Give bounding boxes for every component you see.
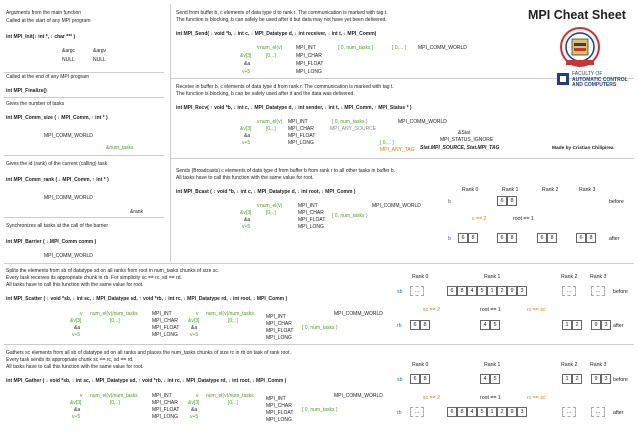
bcast-desc-1: Sends (Broadcasts) c elements of data type d from buffer b from rank r to all other tasks in buffer b. xyxy=(176,168,396,174)
bcast-rank-2: Rank 2 xyxy=(542,187,559,193)
bcast-after-cell: 6 xyxy=(497,233,507,243)
gather-rank-2: Rank 2 xyxy=(561,362,578,368)
gather-rb-cell: 1 xyxy=(487,407,497,417)
scatter-before-label: before xyxy=(613,289,628,295)
gather-sb-cell: 6 xyxy=(410,374,420,384)
recv-signature: int MPI_Recv( ↑ void *b, ↓ int c, ↓ MPI_Datatype d, ↓ int sender, ↓ int t, ↓ MPI_Comm, ↑ MPI_Status * ) xyxy=(176,105,412,111)
faculty-logo-icon xyxy=(556,72,570,88)
barrier-signature: int MPI_Barrier ( ↓ MPI_Comm comm ) xyxy=(6,239,97,245)
init-null-1: NULL xyxy=(62,57,75,63)
page-title: MPI Cheat Sheet xyxy=(528,8,626,22)
finalize-signature: int MPI_Finalize() xyxy=(6,88,47,94)
bcast-after-cell: 8 xyxy=(468,233,478,243)
gather-rank-0: Rank 0 xyxy=(412,362,429,368)
scatter-sb-cell: 3 xyxy=(517,286,527,296)
finalize-desc: Called at the end of any MPI program xyxy=(6,74,90,80)
scatter-rb-cell: 4 xyxy=(480,320,490,330)
init-desc2: Called at the start of any MPI program xyxy=(6,18,91,24)
send-signature: int MPI_Send( ↓ void *b, ↓ int c, ↓ MPI_Datatype d, ↓ int receiver, ↓ int t, ↓ MPI_Comm) xyxy=(176,31,377,37)
scatter-sb-empty-cell: ... xyxy=(562,286,576,296)
gather-before-label: before xyxy=(613,377,628,383)
scatter-rb-label: rb xyxy=(397,323,402,329)
comm-size-arg-world: MPI_COMM_WORLD xyxy=(44,133,93,139)
comm-rank-desc: Gives the id (rank) of the current (calling) task xyxy=(6,161,108,167)
gather-rb-empty-cell: ... xyxy=(410,407,424,417)
bcast-rank-1: Rank 1 xyxy=(502,187,519,193)
scatter-sb-cell: 2 xyxy=(497,286,507,296)
bcast-after-cell: 8 xyxy=(586,233,596,243)
init-arg-argv: &argv xyxy=(93,48,107,54)
gather-rb-cell: 5 xyxy=(477,407,487,417)
scatter-desc-1: Splits the elements from sb of datatype sd on all ranks from root in num_tasks chunks of size sc. xyxy=(6,268,220,274)
comm-size-desc: Gives the number of tasks xyxy=(6,101,65,107)
send-desc-1: Send from buffer b, c elements of data type d to rank r. The communication is marked with tag t. xyxy=(176,10,388,16)
scatter-rank-0: Rank 0 xyxy=(412,274,429,280)
gather-rb-cell: 3 xyxy=(517,407,527,417)
divider-barrier xyxy=(4,217,164,218)
barrier-arg-world: MPI_COMM_WORLD xyxy=(44,253,93,259)
scatter-sb-cell: 5 xyxy=(477,286,487,296)
scatter-rank-3: Rank 3 xyxy=(590,274,607,280)
init-signature: int MPI_Init(↕ int *, ↕ char *** ) xyxy=(6,34,76,40)
gather-sb-cell: 9 xyxy=(591,374,601,384)
gather-after-label: after xyxy=(613,410,624,416)
bcast-desc-2: All tasks have to call this function with the same value for root. xyxy=(176,175,314,181)
bcast-rank-0: Rank 0 xyxy=(462,187,479,193)
bcast-before-cell: 6 xyxy=(497,196,507,206)
bcast-root-eq: root == 1 xyxy=(513,216,534,222)
gather-sb-cell: 3 xyxy=(601,374,611,384)
gather-rank-1: Rank 1 xyxy=(484,362,501,368)
author-credit: Made by Cristian Chilipirea xyxy=(552,146,614,151)
scatter-sb-cell: 1 xyxy=(487,286,497,296)
comm-rank-signature: int MPI_Comm_rank ( ↓ MPI_Comm, ↑ int * ) xyxy=(6,177,109,183)
faculty-name: FACULTY OF AUTOMATIC CONTROL AND COMPUTERS xyxy=(572,71,628,88)
bcast-rank-3: Rank 3 xyxy=(579,187,596,193)
gather-rank-3: Rank 3 xyxy=(590,362,607,368)
scatter-rb-cell: 2 xyxy=(572,320,582,330)
bcast-b-label-after: b xyxy=(448,236,451,242)
bcast-after-label: after xyxy=(609,236,620,242)
divider-comm-size xyxy=(4,97,164,98)
bcast-b-label-before: b xyxy=(448,199,451,205)
bcast-after-cell: 6 xyxy=(458,233,468,243)
left-column-divider xyxy=(170,4,171,262)
scatter-rank-2: Rank 2 xyxy=(561,274,578,280)
scatter-sb-empty-cell: ... xyxy=(591,286,605,296)
university-logo xyxy=(552,26,608,68)
init-null-2: NULL xyxy=(93,57,106,63)
scatter-rb-cell: 1 xyxy=(562,320,572,330)
gather-desc-3: All tasks have to call this function with the same value for root. xyxy=(6,364,144,370)
gather-rc-eq: rc == sc xyxy=(527,395,546,401)
gather-desc-1: Gathers sc elements from all sb of datatype sd on all ranks and places the num_tasks chunks of size rc in rb on task of rank root. xyxy=(6,350,291,356)
bcast-after-cell: 6 xyxy=(537,233,547,243)
gather-sb-cell: 4 xyxy=(480,374,490,384)
gather-rb-empty-cell: ... xyxy=(591,407,605,417)
scatter-rank-1: Rank 1 xyxy=(484,274,501,280)
gather-rb-cell: 4 xyxy=(467,407,477,417)
comm-size-signature: int MPI_Comm_size ( ↓ MPI_Comm, ↑ int * ) xyxy=(6,115,108,121)
bcast-c-eq: c == 2 xyxy=(472,216,487,222)
scatter-after-label: after xyxy=(613,323,624,329)
comm-rank-arg-world: MPI_COMM_WORLD xyxy=(44,195,93,201)
divider-finalize xyxy=(4,72,164,73)
scatter-sb-label: sb xyxy=(397,289,403,295)
gather-sb-cell: 5 xyxy=(490,374,500,384)
gather-root-eq: root == 1 xyxy=(480,395,501,401)
gather-rb-label: rb xyxy=(397,410,402,416)
gather-rb-cell: 6 xyxy=(447,407,457,417)
init-arg-argc: &argc xyxy=(62,48,76,54)
gather-sb-cell: 8 xyxy=(420,374,430,384)
scatter-sb-cell: 9 xyxy=(507,286,517,296)
gather-sc-eq: sc == 2 xyxy=(423,395,441,401)
init-desc: Arguments from the main function xyxy=(6,10,82,16)
gather-sb-cell: 1 xyxy=(562,374,572,384)
divider-comm-rank xyxy=(4,155,164,156)
scatter-signature: int MPI_Scatter ( ↓ void *sb, ↓ int sc, ↓ MPI_Datatype sd, ↑ void *rb, ↓ int rc, ↓ MPI_Datatype rd, ↓ int root, ↓ MPI_Comm ) xyxy=(6,296,288,302)
scatter-sb-cell: 4 xyxy=(467,286,477,296)
divider-scatter xyxy=(4,263,634,264)
scatter-sb-cell: 8 xyxy=(457,286,467,296)
divider-gather xyxy=(4,344,634,345)
scatter-rb-cell: 9 xyxy=(591,320,601,330)
scatter-desc-2: Every task receives its appropriate chunk in rb. For simplicity sc == rc, sd == rd. xyxy=(6,275,182,281)
scatter-sb-empty-cell: ... xyxy=(410,286,424,296)
comm-size-arg-num-tasks: &num_tasks xyxy=(106,145,134,151)
comm-rank-arg-rank: &rank xyxy=(130,209,144,215)
bcast-after-cell: 8 xyxy=(547,233,557,243)
scatter-rb-cell: 8 xyxy=(420,320,430,330)
scatter-sc-eq: sc == 2 xyxy=(423,307,441,313)
gather-rb-cell: 8 xyxy=(457,407,467,417)
scatter-root-eq: root == 1 xyxy=(480,307,501,313)
bcast-after-cell: 6 xyxy=(576,233,586,243)
scatter-sb-cell: 6 xyxy=(447,286,457,296)
barrier-desc: Synchronizes all tasks at the call of the barrier xyxy=(6,223,108,229)
bcast-after-cell: 8 xyxy=(507,233,517,243)
send-desc-2: The function is blocking, b can safely be used after it but data may not have yet been delivered. xyxy=(176,17,387,23)
gather-sb-cell: 2 xyxy=(572,374,582,384)
gather-sb-label: sb xyxy=(397,377,403,383)
gather-desc-2: Every task sends its appropriate chunk sc == rc, sd == rd. xyxy=(6,357,134,363)
bcast-before-cell: 8 xyxy=(507,196,517,206)
gather-rb-cell: 2 xyxy=(497,407,507,417)
scatter-rb-cell: 3 xyxy=(601,320,611,330)
gather-rb-cell: 9 xyxy=(507,407,517,417)
scatter-rb-cell: 6 xyxy=(410,320,420,330)
recv-desc-2: The function is blocking, b can be safely used after it and the data was delivered. xyxy=(176,91,355,97)
scatter-rc-eq: rc == sc xyxy=(527,307,546,313)
gather-rb-empty-cell: ... xyxy=(562,407,576,417)
scatter-desc-3: All tasks have to call this function with the same value for root. xyxy=(6,282,144,288)
divider-bcast xyxy=(170,158,634,159)
bcast-signature: int MPI_Bcast ( ↕ void *b, ↓ int c, ↓ MPI_Datatype d, ↓ int root, ↓ MPI_Comm ) xyxy=(176,189,356,195)
bcast-before-label: before xyxy=(609,199,624,205)
scatter-rb-cell: 5 xyxy=(490,320,500,330)
gather-signature: int MPI_Gather ( ↓ void *sb, ↓ int sc, ↓ MPI_Datatype sd, ↑ void *rb, ↓ int rc, ↓ MPI_Datatype rd, ↓ int root, ↓ MPI_Comm ) xyxy=(6,378,287,384)
recv-desc-1: Receive in buffer b, c elements of data type d from rank r. The communication is marked with tag t. xyxy=(176,84,394,90)
